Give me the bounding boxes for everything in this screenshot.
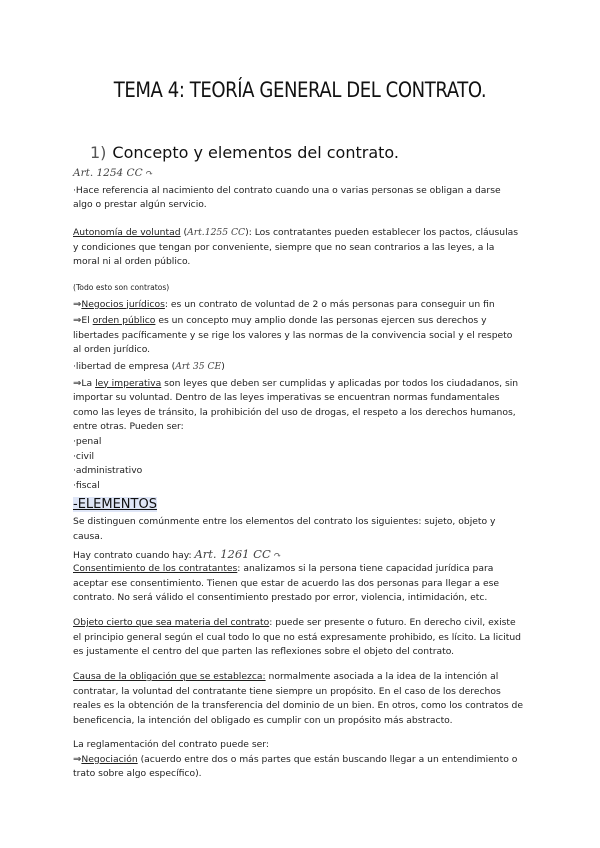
curved-arrow-icon: ↷ [142,168,154,179]
handwritten-ref-1255: Art.1255 CC [187,227,246,238]
list-item: ·fiscal [73,479,100,491]
section-number: 1) [90,143,107,162]
implies-arrow-icon: ⇒ [73,377,82,389]
handwritten-ref-1254: Art. 1254 CC [73,167,143,179]
term-negocios: Negocios jurídicos [81,298,165,310]
negociacion-text: (acuerdo entre dos o más partes que están buscando llegar a un entendimiento o trato sobre algo específico). [73,753,518,780]
elementos-heading-text: -ELEMENTOS [73,497,157,512]
section-heading [90,143,399,162]
contracts-list-block [73,281,523,493]
ley-pre: La [81,377,96,389]
hay-contrato-text: Hay contrato cuando hay: [73,550,192,562]
orden-text: es un concepto muy amplio donde las personas ejercen sus derechos y libertades pacíficamente y se rige los valores y las normas de la convivencia social y el respeto al orden jurídico. [73,315,513,356]
elementos-intro-text: Se distinguen comúnmente entre los elementos del contrato los siguientes: sujeto, objeto y causa. [73,516,496,542]
handwritten-ref-35ce: Art 35 CE [175,360,222,372]
libertad-close: ) [221,360,225,372]
term-ley-imperativa: ley imperativa [95,377,162,389]
reglamentacion-block [73,738,523,782]
consentimiento-paragraph [73,562,523,606]
ley-text: son leyes que deben ser cumplidas y aplicadas por todos los ciudadanos, sin importar su voluntad. Dentro de las leyes imperativas se encuentran normas fundamentales como las leyes de tránsito, la prohibición del uso de drogas, el respeto a los derechos humanos, entre otras. Pueden ser: [73,377,519,433]
term-orden-publico: orden público [92,315,156,327]
curved-arrow-icon: ↷ [270,550,282,562]
section-title: Concepto y elementos del contrato. [112,143,399,162]
causa-paragraph [73,670,523,728]
list-item: ·civil [73,450,95,462]
implies-arrow-icon: ⇒ [73,753,82,765]
term-negociacion: Negociación [81,753,138,765]
list-item: ·administrativo [73,465,143,477]
reglamentacion-text: La reglamentación del contrato puede ser: [73,739,270,750]
autonomia-paragraph: Autonomía de voluntad (Art.1255 CC): Los contratantes pueden establecer los pactos, cláusulas y condiciones que tengan por conveniente, siempre que no sean contrarios a las leyes, a la moral ni al orden público. [73,227,519,268]
term-causa: Causa de la obligación que se establezca: [73,671,266,682]
list-item: ·penal [73,435,102,447]
autonomia-text: : Los contratantes pueden establecer los pactos, cláusulas y condiciones que tengan por conveniente, siempre que no sean contrarios a las leyes, a la moral ni al orden público. [73,227,519,268]
elementos-intro [73,515,523,564]
term-autonomia: Autonomía de voluntad [73,227,181,238]
consentimiento-text: : analizamos si la persona tiene capacidad jurídica para aceptar ese consentimiento. Tienen que estar de acuerdo las dos personas para llegar a ese contrato. No será válido el consentimiento prestado por error, violencia, intimidación, etc. [73,563,500,604]
page-title: TEMA 4: TEORÍA GENERAL DEL CONTRATO. [113,78,487,102]
handwritten-ref-1261: Art. 1261 CC [194,547,271,562]
art-1254-block [73,166,523,213]
objeto-text: : puede ser presente o futuro. En derecho civil, existe el principio general según el cual todo lo que no está expresamente prohibido, es lícito. La licitud es justamente el centro del que parten las reflexiones sobre el objeto del contrato. [73,617,521,658]
term-consentimiento: Consentimiento de los contratantes [73,563,238,574]
term-objeto: Objeto cierto que sea materia del contrato [73,617,270,628]
paragraph-definition: ·Hace referencia al nacimiento del contrato cuando una o varias personas se obligan a darse algo o prestar algún servicio. [73,184,501,211]
libertad-text: ·libertad de empresa ( [73,360,176,372]
causa-text: normalmente asociada a la idea de la intención al contratar, la voluntad del contratante tiene siempre un propósito. En el caso de los derechos reales es la obtención de la transferencia del dominio de un bien. En otros, como los contratos de beneficencia, la intención del obligado es cumplir con un propósito más abstracto. [73,671,524,726]
elementos-heading [73,497,157,512]
note-contracts: (Todo esto son contratos) [73,283,170,292]
orden-pre: El [81,315,93,327]
objeto-paragraph [73,616,523,660]
negocios-text: : es un contrato de voluntad de 2 o más personas para conseguir un fin [164,298,495,310]
implies-arrow-icon: ⇒ [73,298,82,310]
implies-arrow-icon: ⇒ [73,315,82,327]
